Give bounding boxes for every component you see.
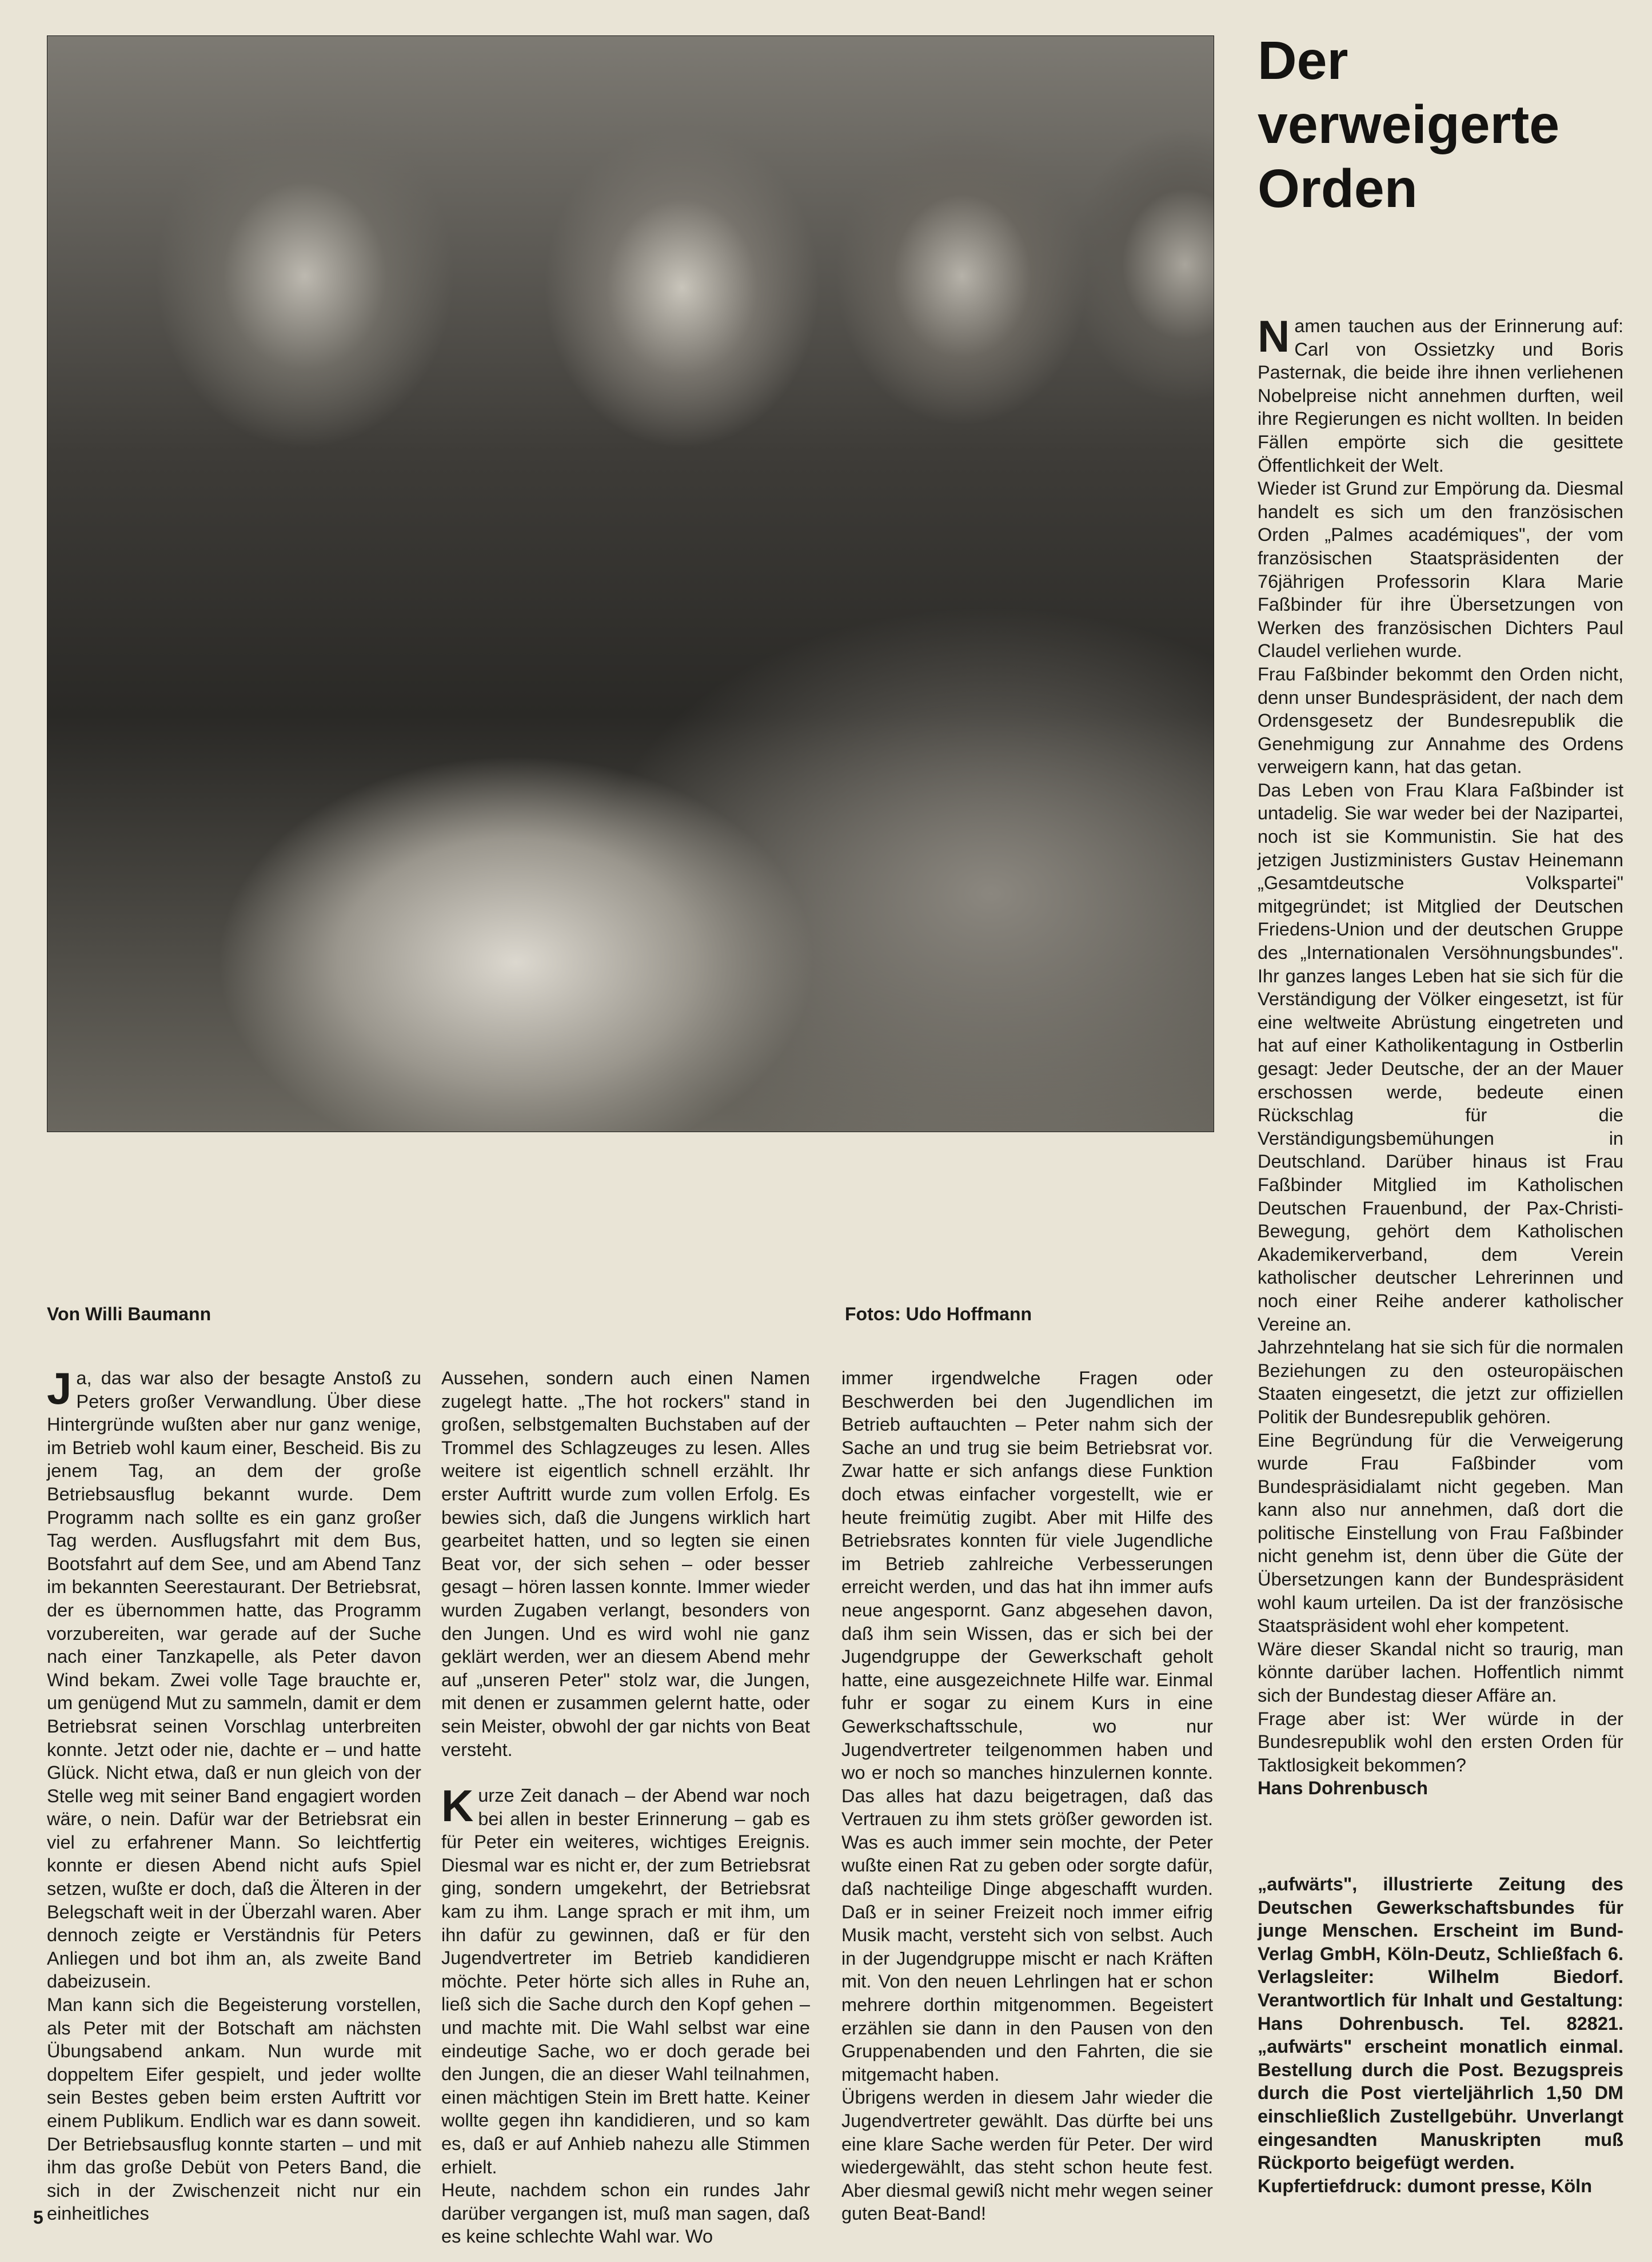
sidebar-paragraph	[1258, 311, 1623, 477]
impressum-printer: Kupfertiefdruck: dumont presse, Köln	[1258, 2175, 1593, 2196]
column-3-paragraph: Übrigens werden in diesem Jahr wieder die Jugendvertreter gewählt. Das dürfte bei uns eine klare Sache werden für Peter. Der wird wiedergewählt, das steht schon heute fest. Aber diesmal gewiß nicht mehr wegen seiner guten Beat-Band!	[841, 2087, 1213, 2224]
sidebar-commentary	[1258, 311, 1623, 1800]
sidebar-dropcap: N	[1258, 311, 1290, 361]
article-column-2	[441, 1367, 810, 2248]
column-1-paragraph: Man kann sich die Begeisterung vorstellen, als Peter mit der Botschaft am nächsten Übungsabend ankam. Nun wurde mit doppeltem Eifer gespielt, und jeder wollte sein Bestes geben beim ersten Auftritt vor einem Publikum. Endlich war es dann soweit. Der Betriebsausflug konnte starten – und mit ihm das große Debüt von Peters Band, die sich in der Zwischenzeit nicht nur ein einheitliches	[47, 1994, 421, 2224]
headline-line-3: Orden	[1258, 158, 1418, 219]
column-2-paragraph-text: urze Zeit danach – der Abend war noch bei allen in bester Erinnerung – gab es für Peter ein weiteres, wichtiges Ereignis. Diesmal war es nicht er, der zum Betriebsrat ging, sondern umgekehrt, der Betriebsrat kam zu ihm. Lange sprach er mit ihm, um ihn dafür zu gewinnen, daß er für den Jugendvertreter im Betrieb kandidieren möchte. Peter hörte sich alles in Ruhe an, ließ sich die Sache durch den Kopf gehen – und machte mit. Die Wahl selbst war eine eindeutige Sache, wo er doch gerade bei den Jungen, die an dieser Wahl teilnahmen, einen mächtigen Stein im Brett hatte. Keiner wollte gegen ihn kandidieren, und so kam es, daß er auf Anhieb nahezu alle Stimmen erhielt.	[441, 1785, 810, 2177]
column-1-paragraph-text: a, das war also der besagte Anstoß zu Peters großer Verwandlung. Über diese Hintergründe wußten aber nur ganz wenige, im Betrieb wohl kaum einer, Bescheid. Bis zu jenem Tag, an dem der große Betriebsausflug bekannt wurde. Dem Programm nach sollte es ein ganz großer Tag werden. Ausflugsfahrt mit dem Bus, Bootsfahrt auf dem See, und am Abend Tanz im bekannten Seerestaurant. Der Betriebsrat, der es übernommen hatte, das Programm vorzubereiten, war gerade auf der Suche nach einer Tanzkapelle, als Peter davon Wind bekam. Zwei volle Tage brauchte er, um genügend Mut zu sammeln, damit er dem Betriebsrat seinen Vorschlag unterbreiten konnte. Jetzt oder nie, dachte er – und hatte Glück. Nicht etwa, daß er nun gleich von der Stelle weg mit seiner Band engagiert worden wäre, o nein. Dafür war der Betriebsrat ein viel zu erfahrener Mann. So leichtfertig konnte er diesen Abend nicht aufs Spiel setzen, wußte er doch, daß die Älteren in der Belegschaft weit in der Überzahl waren. Aber dennoch zeigte er Verständnis für Peters Anliegen und bot ihm an, als zweite Band dabeizusein.	[47, 1368, 421, 1992]
sidebar-paragraph: Das Leben von Frau Klara Faßbinder ist untadelig. Sie war weder bei der Nazipartei, noch ist sie Kommunistin. Sie hat des jetzigen Justizministers Gustav Heinemann „Gesamtdeutsche Volkspartei" mitgegründet; ist Mitglied der Deutschen Friedens-Union und der deutschen Gruppe des „Internationalen Versöhnungsbundes". Ihr ganzes langes Leben hat sie sich für die Verständigung der Völker eingesetzt, ist für eine weltweite Abrüstung eingetreten und hat auf einer Katholikentagung in Ostberlin gesagt: Jeder Deutsche, der an der Mauer erschossen werde, bedeute einen Rückschlag für die Verständigungsbemühungen in Deutschland. Darüber hinaus ist Frau Faßbinder Mitglied im Katholischen Deutschen Frauenbund, der Pax-Christi-Bewegung, gehört dem Katholischen Akademikerverband, dem Verein katholischer deutscher Lehrerinnen und noch einer Reihe anderer katholischer Vereine an.	[1258, 779, 1623, 1335]
sidebar-paragraph-text: amen tauchen aus der Erinnerung auf: Carl von Ossietzky und Boris Pasternak, die beide ihre ihnen verliehenen Nobelpreise nicht annehmen durften, weil ihre Regierungen es nicht wollten. In beiden Fällen empörte sich die gesittete Öffentlichkeit der Welt.	[1258, 316, 1623, 476]
column-1-dropcap: J	[47, 1363, 72, 1413]
column-1-paragraph	[47, 1363, 421, 1993]
impressum-text: „aufwärts", illustrierte Zeitung des Deutschen Gewerkschaftsbundes für junge Menschen. Erscheint im Bund-Verlag GmbH, Köln-Deutz, Schließfach 6. Verlagsleiter: Wilhelm Biedorf. Verantwortlich für Inhalt und Gestaltung: Hans Dohrenbusch. Tel. 82821. „aufwärts" erscheint monatlich einmal. Bestellung durch die Post. Bezugspreis durch die Post vierteljährlich 1,50 DM einschließlich Zustellgebühr. Unverlangt eingesandten Manuskripten muß Rückporto beigefügt werden.	[1258, 1874, 1623, 2173]
sidebar-paragraph: Wieder ist Grund zur Empörung da. Diesmal handelt es sich um den französischen Orden „Palmes académiques", der vom französischen Staatspräsidenten der 76jährigen Professorin Klara Marie Faßbinder für ihre Übersetzungen von Werken des französischen Dichters Paul Claudel verliehen wurde.	[1258, 478, 1623, 662]
sidebar-paragraph: Frage aber ist: Wer würde in der Bundesrepublik wohl den ersten Orden für Taktlosigkeit bekommen?	[1258, 1708, 1623, 1775]
column-2-paragraph: Aussehen, sondern auch einen Namen zugelegt hatte. „The hot rockers" stand in großen, selbstgemalten Buchstaben auf der Trommel des Schlagzeuges zu lesen. Alles weitere ist eigentlich schnell erzählt. Ihr erster Auftritt wurde zum vollen Erfolg. Es bewies sich, daß die Jungens wirklich hart gearbeitet hatten, und so legten sie einen Beat vor, der sich sehen – oder besser gesagt – hören lassen konnte. Immer wieder wurden Zugaben verlangt, besonders von den Jungen. Und es wird wohl nie ganz geklärt werden, wer an diesem Abend mehr auf „unseren Peter" stolz war, die Jungen, mit denen er zusammen gelernt hatte, oder sein Meister, obwohl der gar nichts von Beat versteht.	[441, 1368, 810, 1760]
column-2-paragraph	[441, 1781, 810, 2179]
sidebar-paragraph: Eine Begründung für die Verweigerung wurde Frau Faßbinder vom Bundespräsidialamt nicht gegeben. Man kann also nur annehmen, daß dort die politische Einstellung von Frau Faßbinder nicht genehm ist, denn über die Güte der Übersetzungen kann der Bundespräsident wohl kaum urteilen. Da ist der französische Staatspräsident wohl eher kompetent.	[1258, 1429, 1623, 1636]
column-3-paragraph: immer irgendwelche Fragen oder Beschwerden bei den Jugendlichen im Betrieb auftauchten – Peter nahm sich der Sache an und trug sie beim Betriebsrat vor. Zwar hatte er sich anfangs diese Funktion doch etwas einfacher vorgestellt, wie er heute freimütig zugibt. Aber mit Hilfe des Betriebsrates konnten für viele Jugendliche im Betrieb zahlreiche Verbesserungen erreicht werden, und das hat ihn immer aufs neue angespornt. Ganz abgesehen davon, daß ihm sein Wissen, das er sich bei der Jugendgruppe der Gewerkschaft geholt hatte, eine ausgezeichnete Hilfe war. Einmal fuhr er sogar zu einem Kurs in eine Gewerkschaftsschule, wo nur Jugendvertreter teilgenommen haben und wo er noch so manches hinzulernen konnte. Das alles hat dazu beigetragen, daß das Vertrauen zu ihm stets größer geworden ist. Was es auch immer sein mochte, der Peter wußte einen Rat zu geben oder sorgte dafür, daß nachteilige Dinge abgeschafft wurden. Daß er in seiner Freizeit noch immer eifrig Musik macht, versteht sich von selbst. Auch in der Jugendgruppe mischt er nach Kräften mit. Von den neuen Lehrlingen hat er schon mehrere dorthin mitgenommen. Begeistert erzählen sie dann in den Pausen von den Gruppenabenden und den Fahrten, die sie mitgemacht haben.	[841, 1368, 1213, 2085]
impressum	[1258, 1873, 1623, 2197]
sidebar-paragraph: Wäre dieser Skandal nicht so traurig, man könnte darüber lachen. Hoffentlich nimmt sich der Bundestag dieser Affäre an.	[1258, 1638, 1623, 1706]
article-column-3	[841, 1367, 1213, 2225]
sidebar-signature: Hans Dohrenbusch	[1258, 1778, 1428, 1799]
headline-line-2: verweigerte	[1258, 94, 1560, 155]
headline	[1258, 29, 1623, 221]
sidebar-paragraph: Frau Faßbinder bekommt den Orden nicht, denn unser Bundespräsident, der nach dem Ordensgesetz der Bundesrepublik die Genehmigung zur Annahme des Ordens verweigern kann, hat das getan.	[1258, 663, 1623, 778]
headline-line-1: Der	[1258, 30, 1348, 91]
photo-credit: Fotos: Udo Hoffmann	[845, 1304, 1032, 1324]
article-column-1	[47, 1363, 421, 2225]
article-photo	[47, 35, 1214, 1132]
sidebar-paragraph: Jahrzehntelang hat sie sich für die normalen Beziehungen zu den osteuropäischen Staaten eingesetzt, die jetzt zur offiziellen Politik der Bundesrepublik gehören.	[1258, 1337, 1623, 1427]
page-number: 5	[33, 2207, 43, 2228]
column-2-dropcap: K	[441, 1781, 474, 1831]
author-credit: Von Willi Baumann	[47, 1304, 212, 1324]
column-2-paragraph: Heute, nachdem schon ein rundes Jahr darüber vergangen ist, muß man sagen, daß es keine schlechte Wahl war. Wo	[441, 2180, 810, 2247]
